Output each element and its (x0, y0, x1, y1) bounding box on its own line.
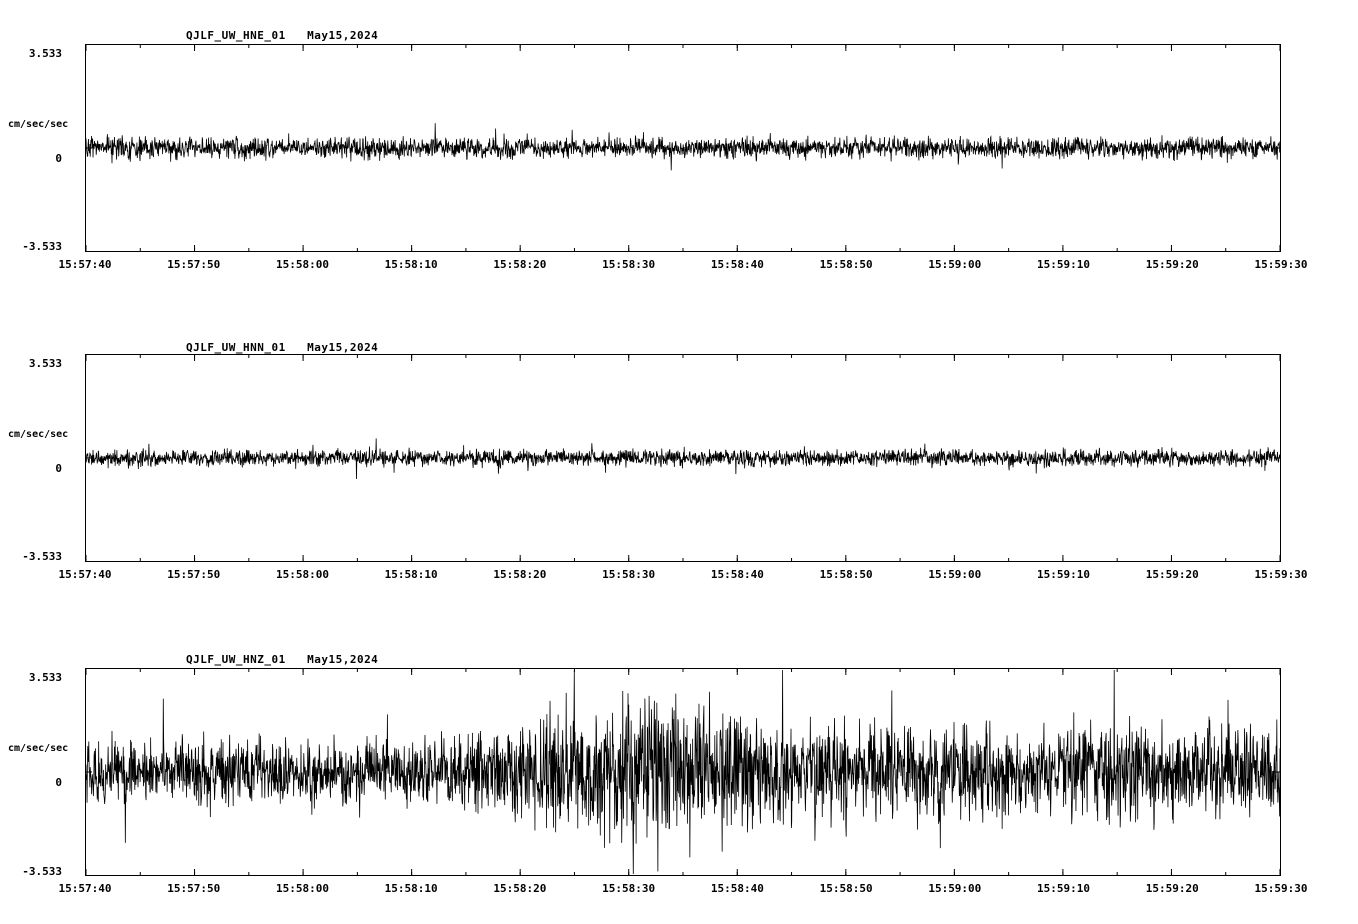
plot-area-hnz (85, 668, 1281, 876)
x-tick-label: 15:58:20 (493, 882, 547, 895)
x-tick-label: 15:59:20 (1145, 258, 1199, 271)
x-tick-label: 15:58:10 (384, 882, 438, 895)
x-tick-label: 15:57:40 (58, 882, 112, 895)
y-axis-label-hne: cm/sec/sec (8, 119, 69, 130)
x-tick-label: 15:59:20 (1145, 568, 1199, 581)
x-tick-label: 15:59:30 (1254, 882, 1308, 895)
x-tick-label: 15:58:10 (384, 568, 438, 581)
x-tick-label: 15:57:40 (58, 258, 112, 271)
x-tick-label: 15:58:50 (819, 568, 873, 581)
waveform-trace-hnn (86, 355, 1280, 561)
x-tick-label: 15:58:50 (819, 882, 873, 895)
x-tick-label: 15:58:40 (710, 882, 764, 895)
x-tick-label: 15:58:30 (602, 258, 656, 271)
seismogram-panel-hne (0, 0, 1358, 300)
x-tick-label: 15:58:40 (710, 258, 764, 271)
x-tick-label: 15:57:50 (167, 882, 221, 895)
x-axis-hne (58, 258, 1308, 276)
x-tick-label: 15:59:00 (928, 882, 982, 895)
x-tick-label: 15:58:20 (493, 258, 547, 271)
x-tick-label: 15:59:10 (1037, 258, 1091, 271)
x-tick-label: 15:58:30 (602, 568, 656, 581)
y-tick-max-hnn: 3.533 (28, 357, 62, 370)
x-tick-label: 15:58:20 (493, 568, 547, 581)
x-tick-label: 15:58:00 (275, 882, 329, 895)
y-axis-label-hnz: cm/sec/sec (8, 743, 69, 754)
x-axis-hnz (58, 882, 1308, 900)
y-axis-label-hnn: cm/sec/sec (8, 429, 69, 440)
waveform-trace-hnz (86, 669, 1280, 875)
seismogram-panel-hnz (0, 616, 1358, 924)
y-tick-min-hnz: -3.533 (22, 865, 62, 878)
x-tick-label: 15:59:20 (1145, 882, 1199, 895)
x-tick-label: 15:58:00 (275, 568, 329, 581)
x-tick-label: 15:59:30 (1254, 258, 1308, 271)
panel-title-hne: QJLF_UW_HNE_01 May15,2024 (186, 29, 379, 42)
waveform-trace-hne (86, 45, 1280, 251)
x-tick-label: 15:58:10 (384, 258, 438, 271)
plot-area-hne (85, 44, 1281, 252)
panel-title-hnn: QJLF_UW_HNN_01 May15,2024 (186, 341, 379, 354)
y-tick-max-hne: 3.533 (28, 47, 62, 60)
x-axis-hnn (58, 568, 1308, 586)
y-tick-zero-hne: 0 (55, 152, 62, 165)
x-tick-label: 15:58:40 (710, 568, 764, 581)
y-tick-min-hnn: -3.533 (22, 550, 62, 563)
plot-area-hnn (85, 354, 1281, 562)
x-tick-label: 15:58:00 (275, 258, 329, 271)
panel-title-hnz: QJLF_UW_HNZ_01 May15,2024 (186, 653, 379, 666)
y-tick-min-hne: -3.533 (22, 240, 62, 253)
y-tick-max-hnz: 3.533 (28, 671, 62, 684)
x-tick-label: 15:57:50 (167, 258, 221, 271)
x-tick-label: 15:59:10 (1037, 882, 1091, 895)
x-tick-label: 15:58:50 (819, 258, 873, 271)
x-tick-label: 15:59:00 (928, 568, 982, 581)
y-tick-zero-hnz: 0 (55, 776, 62, 789)
x-tick-label: 15:57:40 (58, 568, 112, 581)
x-tick-label: 15:57:50 (167, 568, 221, 581)
x-tick-label: 15:59:10 (1037, 568, 1091, 581)
seismogram-panel-hnn (0, 308, 1358, 608)
y-tick-zero-hnn: 0 (55, 462, 62, 475)
x-tick-label: 15:59:30 (1254, 568, 1308, 581)
x-tick-label: 15:59:00 (928, 258, 982, 271)
x-tick-label: 15:58:30 (602, 882, 656, 895)
